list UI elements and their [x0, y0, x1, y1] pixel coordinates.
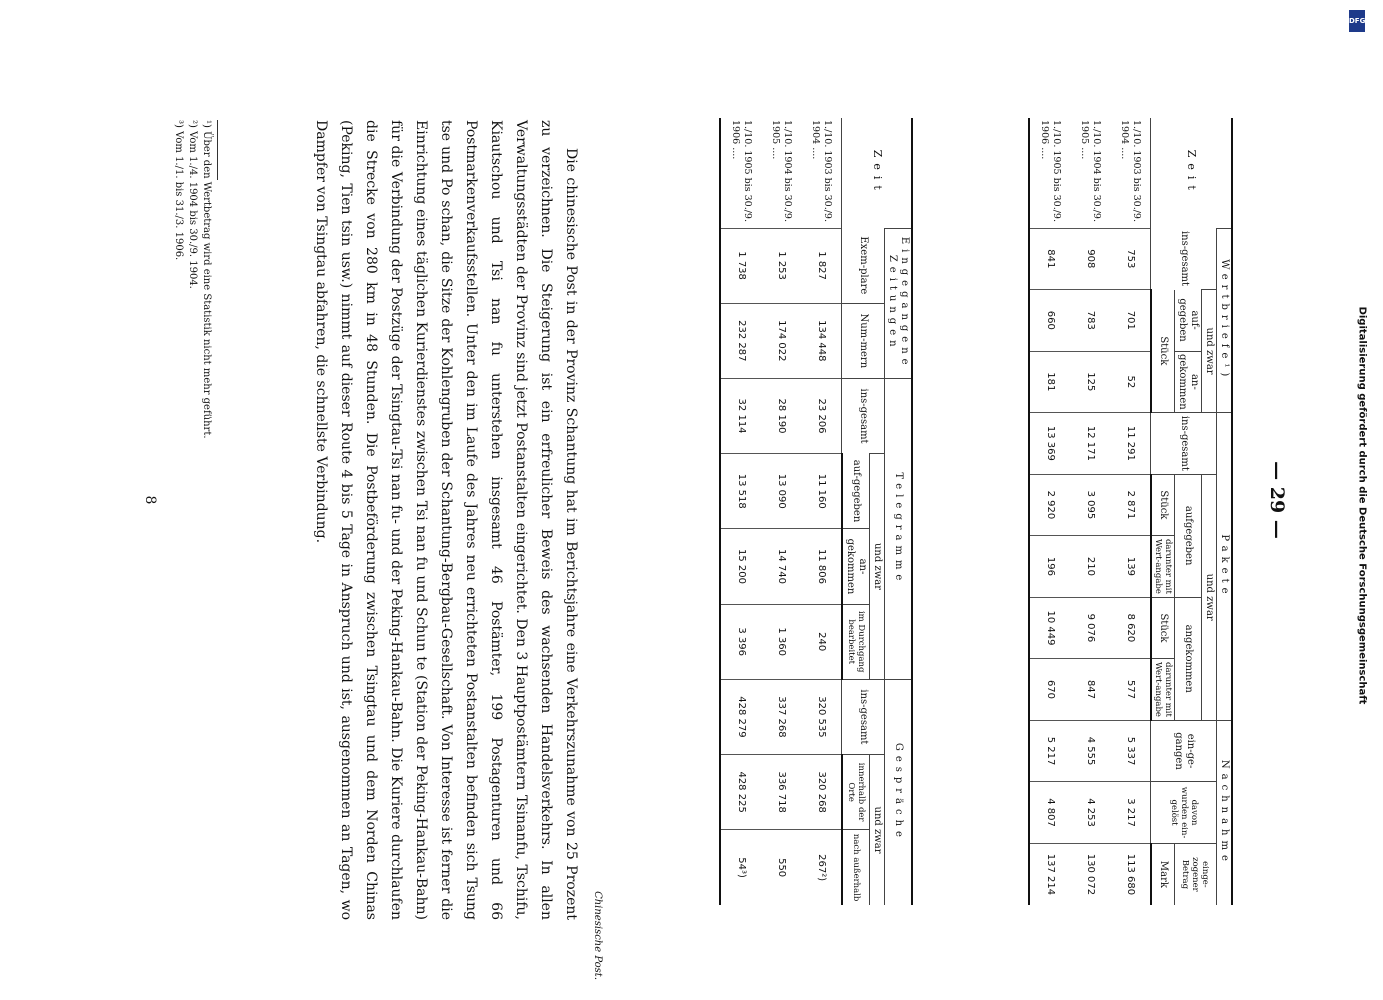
table-cell: 9 076: [1070, 597, 1110, 659]
table-cell: 3 396: [721, 604, 761, 679]
table-cell: 428 279: [721, 679, 761, 754]
zeit-header: Zeit: [842, 118, 911, 228]
table-cell: 4 555: [1070, 720, 1110, 782]
table-cell: 113 680: [1110, 843, 1151, 905]
table-cell: 320 535: [801, 679, 842, 754]
col-nach-ausserhalb: nach außerhalb: [842, 830, 870, 905]
col-darunter-wert: darunter mit Wert-angabe: [1151, 536, 1175, 598]
table-cell: 2 871: [1110, 474, 1151, 536]
table-cell: 23 206: [801, 378, 842, 453]
margin-note: Chinesische Post.: [592, 891, 603, 980]
table-cell: 320 268: [801, 755, 842, 830]
row-period: 1./10. 1904 bis 30./9. 1905 ....: [1079, 120, 1102, 222]
table-cell: 701: [1110, 290, 1151, 352]
table-cell: 12 171: [1070, 413, 1110, 475]
table-cell: 232 287: [721, 303, 761, 378]
table-cell: 11 160: [801, 454, 842, 529]
col-stueck: Stück: [1151, 474, 1175, 536]
table-row: [1030, 118, 1070, 905]
table-cell: 783: [1070, 290, 1110, 352]
table-cell: 267²): [801, 830, 842, 905]
table-cell: 5 217: [1030, 720, 1070, 782]
col-nummern: Num-mern: [842, 303, 885, 378]
col-insgesamt: ins-gesamt: [1151, 228, 1217, 290]
funding-caption: Digitalisierung gefördert durch die Deutsche Forschungsgemeinschaft: [1356, 306, 1368, 705]
table-cell: 577: [1110, 659, 1151, 721]
paragraph-text: Die chinesische Post in der Provinz Schantung hat im Berichtsjahre eine Verkehrszunahme von 25 Prozent zu verzeichnen. Die Steigerung ist ein erfreulicher Beweis des wachsenden Handelsverkehrs. In allen Verwaltungsstädten der Provinz sind jetzt Postanstalten eingerichtet. Den 3 Hauptpostämtern Tsinanfu, Tschifu, Kiautschou und Tsi nan fu unterstehen insgesamt 46 Postämter, 199 Postagenturen und 66 Postmarkenverkaufsstellen. Unter den im Laufe des Jahres neu errichteten Postanstalten befinden sich Tsung tse und Po schan, die Sitze der Kohlengruben der Schantung-Bergbau-Gesellschaft. Von Interesse ist ferner die Einrichtung eines täglichen Kurierdienstes zwischen Tsi nan fu und Schun te (Station der Peking-Hankau-Bahn) für die Verbindung der Postzüge der Tsingtau-Tsi nan fu- und der Peking-Hankau-Bahn. Die Kuriere durchlaufen die Strecke von 280 km in 48 Stunden. Die Postbeförderung zwischen Tsingtau und dem Norden Chinas (Peking, Tien tsin usw.) nimmt auf dieser Route 4 bis 5 Tage in Anspruch und ist, ausgenommen an Tagen, wo Dampfer von Tsingtau abfahren, die schnellste Verbindung.: [313, 120, 579, 920]
und-zwar: und zwar: [870, 755, 885, 905]
group-gespraeche: Gespräche: [885, 679, 912, 905]
table-cell: 11 806: [801, 529, 842, 604]
table-cell: 1 827: [801, 228, 842, 303]
table-cell: 15 200: [721, 529, 761, 604]
table-cell: 3 217: [1110, 782, 1151, 844]
row-period: 1./10. 1905 bis 30./9. 1906 ....: [730, 120, 753, 222]
und-zwar: und zwar: [1202, 474, 1217, 720]
table-cell: 13 369: [1030, 413, 1070, 475]
table-cell: 196: [1030, 536, 1070, 598]
row-period: 1./10. 1904 bis 30./9. 1905 ....: [770, 120, 793, 222]
table-cell: 8 620: [1110, 597, 1151, 659]
table-cell: 337 268: [761, 679, 801, 754]
table-cell: 52: [1110, 351, 1151, 413]
col-innerhalb: innerhalb der Orte: [842, 755, 870, 830]
table-cell: 4 807: [1030, 782, 1070, 844]
table-cell: 2 920: [1030, 474, 1070, 536]
table-cell: 3 095: [1070, 474, 1110, 536]
table-cell: 10 449: [1030, 597, 1070, 659]
footnote-rule: [217, 120, 218, 180]
col-angekommen: an-gekommen: [842, 529, 870, 604]
table-cell: 28 190: [761, 378, 801, 453]
col-durchgang: im Durchgang bearbeitet: [842, 604, 870, 679]
footnote-2: ²) Vom 1./4. 1904 bis 30./9. 1904.: [187, 120, 198, 289]
group-telegramme: Telegramme: [885, 378, 912, 679]
table-cell: 210: [1070, 536, 1110, 598]
page-number: — 29 —: [1266, 461, 1288, 539]
group-nachnahme: Nachnahme: [1217, 720, 1232, 905]
table-cell: 428 225: [721, 755, 761, 830]
row-period: 1./10. 1903 bis 30./9. 1904 ....: [810, 120, 834, 222]
group-zeitungen: Eingegangene Zeitungen: [885, 228, 912, 378]
table-cell: 174 022: [761, 303, 801, 378]
col-angekommen: an-gekommen: [1175, 351, 1202, 413]
unit-stueck: Stück: [1151, 290, 1175, 413]
col-insgesamt: ins-gesamt: [842, 378, 885, 453]
col-darunter-wert: darunter mit Wert-angabe: [1151, 659, 1175, 721]
table-cell: 336 718: [761, 755, 801, 830]
col-aufgegeben: auf-gegeben: [1175, 290, 1202, 352]
table-cell: 11 291: [1110, 413, 1151, 475]
table-cell: 130 072: [1070, 843, 1110, 905]
table-cell: 847: [1070, 659, 1110, 721]
group-pakete: Pakete: [1217, 413, 1232, 721]
col-aufgegeben: auf-gegeben: [842, 454, 870, 529]
table-cell: 134 448: [801, 303, 842, 378]
table-cell: 13 090: [761, 454, 801, 529]
footnote-3: ³) Vom 1./1. bis 31./3. 1906.: [173, 120, 184, 261]
col-insgesamt: ins-gesamt: [1151, 413, 1217, 475]
table-row: [801, 118, 842, 905]
table-cell: 1 360: [761, 604, 801, 679]
und-zwar: und zwar: [1202, 290, 1217, 413]
table-cell: 753: [1110, 228, 1151, 290]
table-cell: 137 214: [1030, 843, 1070, 905]
table-cell: 4 253: [1070, 782, 1110, 844]
col-p-angekommen: angekommen: [1175, 597, 1202, 720]
table-cell: 670: [1030, 659, 1070, 721]
table-row: [1070, 118, 1110, 905]
table-cell: 1 253: [761, 228, 801, 303]
col-insgesamt: ins-gesamt: [842, 679, 885, 754]
col-exemplare: Exem-plare: [842, 228, 885, 303]
table-row: [721, 118, 761, 905]
table-cell: 550: [761, 830, 801, 905]
table-cell: 13 518: [721, 454, 761, 529]
col-eingezogener-betrag: einge-zogener Betrag: [1175, 843, 1217, 905]
col-stueck: Stück: [1151, 597, 1175, 659]
unit-mark: Mark: [1151, 843, 1175, 905]
table-cell: 1 738: [721, 228, 761, 303]
table-cell: 908: [1070, 228, 1110, 290]
group-wertbriefe: Wertbriefe¹): [1217, 228, 1232, 413]
body-paragraph: [308, 120, 583, 920]
table-zeitungen-telegramme-gespraeche: [719, 118, 913, 905]
table-wertbriefe-pakete-nachnahme: [1028, 118, 1233, 905]
table-cell: 841: [1030, 228, 1070, 290]
und-zwar: und zwar: [870, 454, 885, 680]
sheet-marker: 8: [142, 495, 158, 505]
table-cell: 32 114: [721, 378, 761, 453]
table-cell: 139: [1110, 536, 1151, 598]
table-cell: 14 740: [761, 529, 801, 604]
table-cell: 54³): [721, 830, 761, 905]
row-period: 1./10. 1905 bis 30./9. 1906 ....: [1039, 120, 1062, 222]
table-cell: 5 337: [1110, 720, 1151, 782]
table-cell: 240: [801, 604, 842, 679]
footnote-1: ¹) Über den Wertbetrag wird eine Statistik nicht mehr geführt.: [201, 120, 212, 439]
table-cell: 660: [1030, 290, 1070, 352]
table-row: [761, 118, 801, 905]
col-davon-geloest: davon wurden ein-gelöst: [1151, 782, 1217, 844]
dfg-logo: DFG: [1349, 10, 1365, 32]
zeit-header: Zeit: [1151, 118, 1231, 228]
col-eingegangen: ein-ge-gangen: [1151, 720, 1217, 782]
table-cell: 125: [1070, 351, 1110, 413]
col-p-aufgegeben: aufgegeben: [1175, 474, 1202, 597]
footnotes: [171, 120, 218, 900]
row-period: 1./10. 1903 bis 30./9. 1904 ....: [1119, 120, 1143, 222]
table-cell: 181: [1030, 351, 1070, 413]
table-row: [1110, 118, 1151, 905]
